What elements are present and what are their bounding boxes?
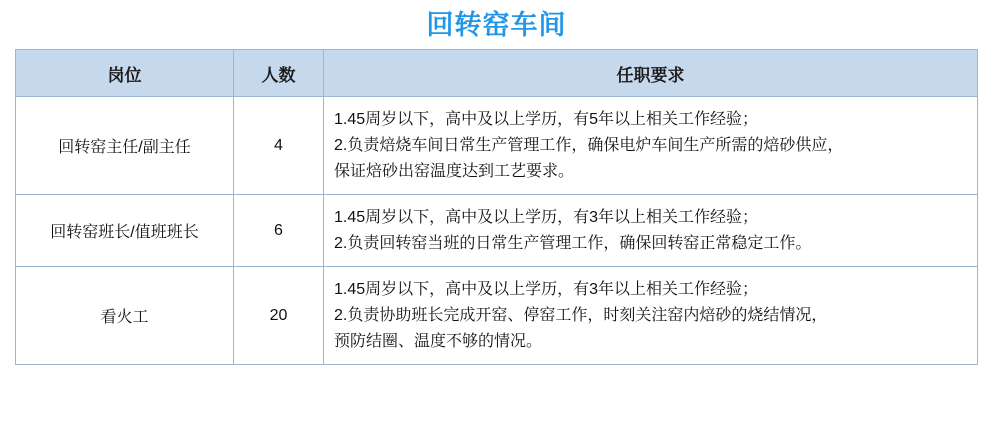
cell-post: 回转窑班长/值班班长 xyxy=(16,195,234,267)
cell-requirements xyxy=(324,267,978,365)
table-header-row xyxy=(16,50,978,97)
requirement-line: 2.负责回转窑当班的日常生产管理工作，确保回转窑正常稳定工作。 xyxy=(334,234,812,252)
cell-requirements xyxy=(324,195,978,267)
requirement-line: 1.45周岁以下，高中及以上学历，有3年以上相关工作经验； xyxy=(334,209,759,227)
requirement-line: 2.负责协助班长完成开窑、停窑工作，时刻关注窑内焙砂的烧结情况， xyxy=(334,306,828,324)
requirement-line: 2.负责焙烧车间日常生产管理工作，确保电炉车间生产所需的焙砂供应， xyxy=(334,136,844,154)
cell-post: 回转窑主任/副主任 xyxy=(16,97,234,195)
cell-requirements xyxy=(324,97,978,195)
table-row xyxy=(16,195,978,267)
column-header-post: 岗位 xyxy=(16,50,234,97)
requirement-line: 1.45周岁以下，高中及以上学历，有3年以上相关工作经验； xyxy=(334,281,759,299)
column-header-count: 人数 xyxy=(234,50,324,97)
column-header-requirements: 任职要求 xyxy=(324,50,978,97)
cell-post: 看火工 xyxy=(16,267,234,365)
requirement-line: 保证焙砂出窑温度达到工艺要求。 xyxy=(334,162,575,180)
job-requirements-table xyxy=(15,49,978,365)
table-row xyxy=(16,97,978,195)
page-title: 回转窑车间 xyxy=(426,10,567,40)
requirement-line: 1.45周岁以下，高中及以上学历，有5年以上相关工作经验； xyxy=(334,111,759,129)
cell-count: 4 xyxy=(234,97,324,195)
table-row xyxy=(16,267,978,365)
cell-count: 6 xyxy=(234,195,324,267)
cell-count: 20 xyxy=(234,267,324,365)
requirement-line: 预防结圈、温度不够的情况。 xyxy=(334,332,543,350)
